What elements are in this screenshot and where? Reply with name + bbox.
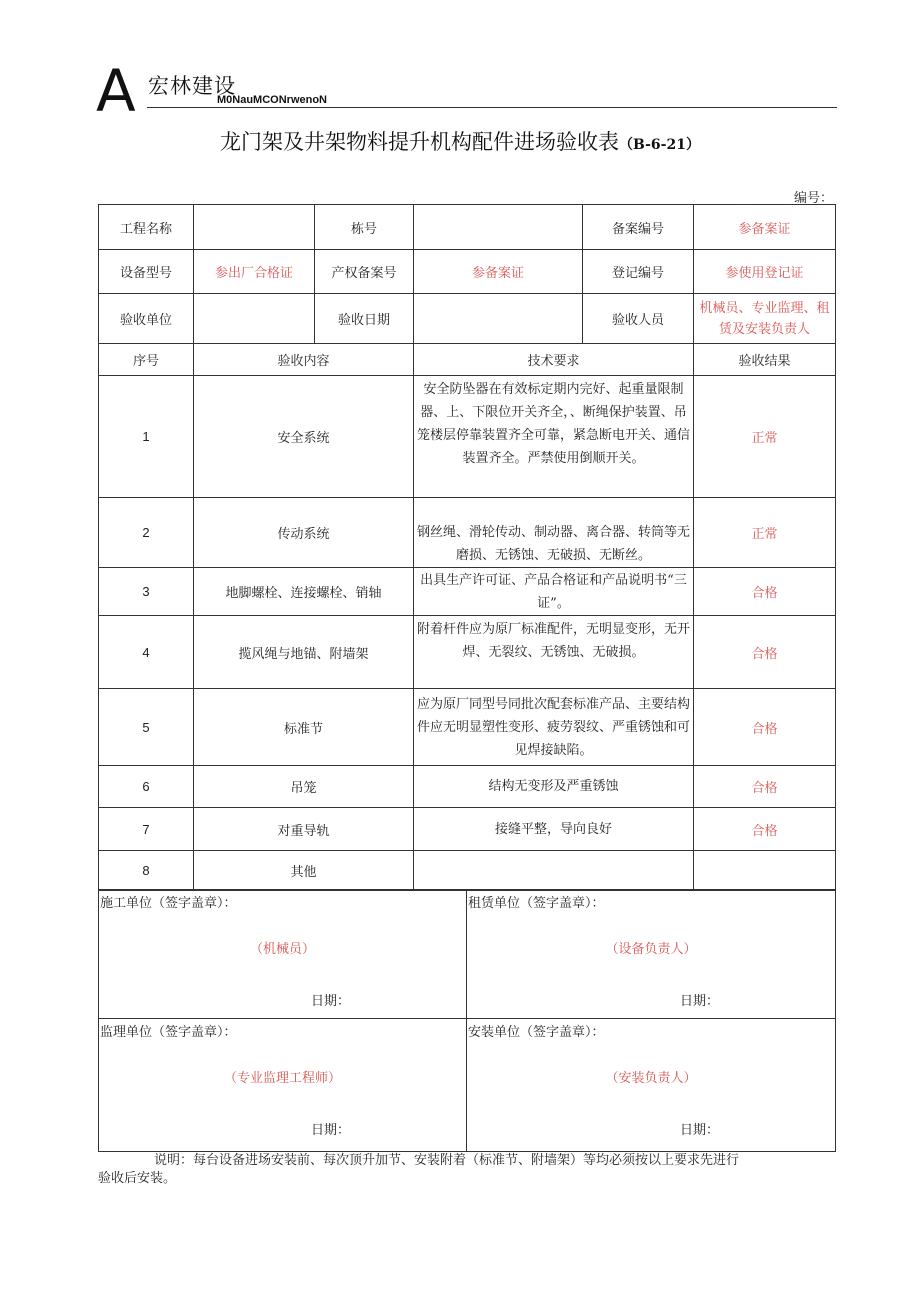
- installation-signer: （安装负责人）: [605, 1071, 697, 1086]
- leasing-unit-box[interactable]: [467, 890, 836, 1019]
- row-requirement[interactable]: [414, 851, 694, 891]
- row-result[interactable]: 合格: [694, 689, 836, 766]
- row-seq: 4: [99, 616, 194, 689]
- acceptance-table: [98, 204, 836, 891]
- company-name: 宏林建设: [148, 74, 236, 98]
- construction-date-label: 日期：: [310, 994, 350, 1009]
- table-row: [99, 808, 836, 851]
- acceptance-staff-label: 验收人员: [583, 294, 694, 344]
- model-value[interactable]: 参出厂合格证: [194, 250, 315, 294]
- acceptance-unit-label: 验收单位: [99, 294, 194, 344]
- leasing-signer: （设备负责人）: [605, 942, 697, 957]
- seq-header: 序号: [99, 344, 194, 376]
- result-header: 验收结果: [694, 344, 836, 376]
- leasing-date-label: 日期：: [679, 994, 719, 1009]
- row-result[interactable]: 正常: [694, 376, 836, 498]
- acceptance-unit-value[interactable]: [194, 294, 315, 344]
- row-result[interactable]: 合格: [694, 616, 836, 689]
- content-header: 验收内容: [194, 344, 414, 376]
- info-row: [99, 205, 836, 250]
- model-label: 设备型号: [99, 250, 194, 294]
- footnote-line-2: 验收后安装。: [98, 1171, 177, 1186]
- acceptance-date-value[interactable]: [414, 294, 583, 344]
- project-name-value[interactable]: [194, 205, 315, 250]
- signature-row: [99, 1019, 836, 1152]
- supervision-signer: （专业监理工程师）: [223, 1071, 341, 1086]
- signature-row: [99, 890, 836, 1019]
- header-divider: [147, 107, 837, 108]
- construction-unit-label: 施工单位（签字盖章）：: [100, 896, 237, 911]
- column-header-row: [99, 344, 836, 376]
- row-content: 对重导轨: [194, 808, 414, 851]
- building-no-value[interactable]: [414, 205, 583, 250]
- row-requirement: 安全防坠器在有效标定期内完好、起重量限制器、上、下限位开关齐全，、断绳保护装置、吊笼楼层停靠装置齐全可靠，紧急断电开关、通信装置齐全。严禁使用倒顺开关。: [414, 376, 694, 498]
- title-text: 龙门架及井架物料提升机构配件进场验收表: [220, 130, 620, 154]
- row-content: 地脚螺栓、连接螺栓、销轴: [194, 568, 414, 616]
- row-content: 揽风绳与地锚、附墙架: [194, 616, 414, 689]
- table-row: [99, 851, 836, 891]
- table-row: [99, 568, 836, 616]
- row-result[interactable]: 合格: [694, 808, 836, 851]
- building-no-label: 栋号: [315, 205, 414, 250]
- record-no-value[interactable]: 参备案证: [694, 205, 836, 250]
- row-result[interactable]: [694, 851, 836, 891]
- row-seq: 6: [99, 766, 194, 808]
- table-row: [99, 376, 836, 498]
- leasing-unit-label: 租赁单位（签字盖章）：: [468, 896, 605, 911]
- record-no-label: 备案编号: [583, 205, 694, 250]
- requirement-header: 技术要求: [414, 344, 694, 376]
- table-row: [99, 616, 836, 689]
- company-logo-letter: A: [96, 57, 136, 125]
- row-result[interactable]: 合格: [694, 568, 836, 616]
- document-title: [0, 126, 920, 156]
- signature-table: [98, 889, 836, 1152]
- row-result[interactable]: 正常: [694, 498, 836, 568]
- footnote-line-1: 说明：每台设备进场安装前、每次顶升加节、安装附着（标准节、附墙架）等均必须按以上要求先进行: [154, 1153, 740, 1168]
- row-seq: 8: [99, 851, 194, 891]
- construction-unit-box[interactable]: [99, 890, 467, 1019]
- row-seq: 7: [99, 808, 194, 851]
- footnote: [98, 1152, 798, 1188]
- register-no-label: 登记编号: [583, 250, 694, 294]
- project-name-label: 工程名称: [99, 205, 194, 250]
- table-row: [99, 689, 836, 766]
- row-seq: 1: [99, 376, 194, 498]
- construction-signer: （机械员）: [249, 942, 315, 957]
- info-row: [99, 250, 836, 294]
- row-seq: 2: [99, 498, 194, 568]
- row-content: 其他: [194, 851, 414, 891]
- row-seq: 3: [99, 568, 194, 616]
- row-content: 标准节: [194, 689, 414, 766]
- row-requirement: 附着杆件应为原厂标准配件，无明显变形，无开焊、无裂纹、无锈蚀、无破损。: [414, 616, 694, 689]
- supervision-date-label: 日期：: [310, 1123, 350, 1138]
- row-result[interactable]: 合格: [694, 766, 836, 808]
- row-seq: 5: [99, 689, 194, 766]
- property-record-value[interactable]: 参备案证: [414, 250, 583, 294]
- form-code: （B-6-21）: [619, 137, 700, 153]
- serial-number-label: 编号：: [794, 191, 834, 206]
- installation-unit-label: 安装单位（签字盖章）：: [468, 1025, 605, 1040]
- row-content: 传动系统: [194, 498, 414, 568]
- row-requirement: 接缝平整，导向良好: [414, 808, 694, 851]
- register-no-value[interactable]: 参使用登记证: [694, 250, 836, 294]
- acceptance-staff-value[interactable]: 机械员、专业监理、租赁及安装负责人: [694, 294, 836, 344]
- row-content: 吊笼: [194, 766, 414, 808]
- info-row: [99, 294, 836, 344]
- property-record-label: 产权备案号: [315, 250, 414, 294]
- table-row: [99, 498, 836, 568]
- installation-unit-box[interactable]: [467, 1019, 836, 1152]
- table-row: [99, 766, 836, 808]
- company-name-en: M0NauMCONrwenoN: [217, 94, 328, 106]
- supervision-unit-label: 监理单位（签字盖章）：: [100, 1025, 237, 1040]
- installation-date-label: 日期：: [679, 1123, 719, 1138]
- row-requirement: 钢丝绳、滑轮传动、制动器、离合器、转筒等无磨损、无锈蚀、无破损、无断丝。: [414, 498, 694, 568]
- row-requirement: 出具生产许可证、产品合格证和产品说明书“三证”。: [414, 568, 694, 616]
- acceptance-date-label: 验收日期: [315, 294, 414, 344]
- row-content: 安全系统: [194, 376, 414, 498]
- supervision-unit-box[interactable]: [99, 1019, 467, 1152]
- row-requirement: 结构无变形及严重锈蚀: [414, 766, 694, 808]
- row-requirement: 应为原厂同型号同批次配套标准产品、主要结构件应无明显塑性变形、疲劳裂纹、严重锈蚀和可见焊接缺陷。: [414, 689, 694, 766]
